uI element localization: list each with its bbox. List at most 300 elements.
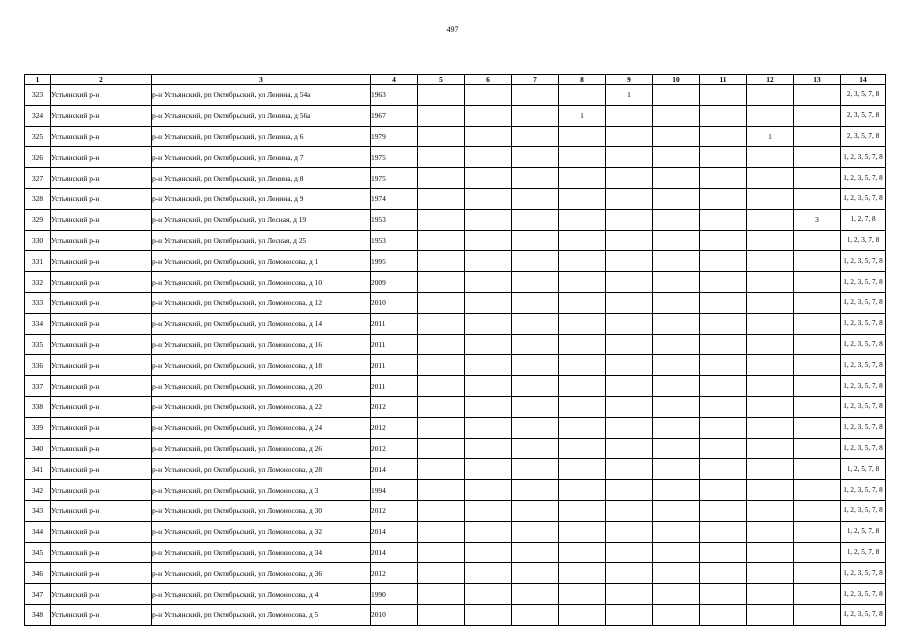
row-number-cell: 340 bbox=[25, 438, 51, 459]
column-9-cell bbox=[606, 272, 653, 293]
column-6-cell bbox=[465, 500, 512, 521]
column-11-cell bbox=[700, 209, 747, 230]
table-row bbox=[25, 376, 886, 397]
table-row bbox=[25, 480, 886, 501]
codes-cell: 1, 2, 3, 5, 7, 8 bbox=[841, 563, 886, 584]
column-9-cell bbox=[606, 396, 653, 417]
column-13-cell bbox=[794, 563, 841, 584]
row-number-cell: 326 bbox=[25, 147, 51, 168]
column-11-cell bbox=[700, 126, 747, 147]
column-5-cell bbox=[418, 126, 465, 147]
table-row bbox=[25, 563, 886, 584]
district-cell: Устьянский р-н bbox=[51, 188, 152, 209]
column-13-cell bbox=[794, 604, 841, 625]
table-row bbox=[25, 105, 886, 126]
address-cell: р-н Устьянский, рп Октябрьский, ул Ломоносова, д 20 bbox=[152, 376, 371, 397]
column-5-cell bbox=[418, 313, 465, 334]
year-cell: 1990 bbox=[371, 584, 418, 605]
column-6-cell bbox=[465, 105, 512, 126]
column-9-cell bbox=[606, 563, 653, 584]
column-9-cell bbox=[606, 292, 653, 313]
codes-cell: 1, 2, 3, 5, 7, 8 bbox=[841, 396, 886, 417]
column-7-cell bbox=[512, 168, 559, 189]
column-5-cell bbox=[418, 251, 465, 272]
column-12-cell bbox=[747, 438, 794, 459]
address-cell: р-н Устьянский, рп Октябрьский, ул Ломоносова, д 22 bbox=[152, 396, 371, 417]
column-6-cell bbox=[465, 292, 512, 313]
column-9-cell bbox=[606, 376, 653, 397]
column-8-cell bbox=[559, 251, 606, 272]
column-12-cell bbox=[747, 272, 794, 293]
table-row bbox=[25, 230, 886, 251]
row-number-cell: 346 bbox=[25, 563, 51, 584]
column-12-cell bbox=[747, 376, 794, 397]
row-number-cell: 342 bbox=[25, 480, 51, 501]
year-cell: 1974 bbox=[371, 188, 418, 209]
column-6-cell bbox=[465, 396, 512, 417]
column-10-cell bbox=[653, 542, 700, 563]
column-8-cell bbox=[559, 396, 606, 417]
row-number-cell: 345 bbox=[25, 542, 51, 563]
codes-cell: 1, 2, 5, 7, 8 bbox=[841, 521, 886, 542]
row-number-cell: 344 bbox=[25, 521, 51, 542]
column-13-cell bbox=[794, 584, 841, 605]
column-10-cell bbox=[653, 334, 700, 355]
row-number-cell: 331 bbox=[25, 251, 51, 272]
table-row bbox=[25, 459, 886, 480]
address-cell: р-н Устьянский, рп Октябрьский, ул Ленина, д 8 bbox=[152, 168, 371, 189]
column-8-cell bbox=[559, 500, 606, 521]
year-cell: 2014 bbox=[371, 459, 418, 480]
column-10-cell bbox=[653, 604, 700, 625]
column-11-cell bbox=[700, 334, 747, 355]
district-cell: Устьянский р-н bbox=[51, 105, 152, 126]
column-11-cell bbox=[700, 480, 747, 501]
codes-cell: 1, 2, 3, 5, 7, 8 bbox=[841, 334, 886, 355]
district-cell: Устьянский р-н bbox=[51, 334, 152, 355]
column-9-cell: 1 bbox=[606, 85, 653, 106]
column-5-cell bbox=[418, 542, 465, 563]
column-5-cell bbox=[418, 85, 465, 106]
column-12-cell bbox=[747, 168, 794, 189]
column-8-cell bbox=[559, 292, 606, 313]
column-6-cell bbox=[465, 85, 512, 106]
column-header: 9 bbox=[606, 75, 653, 85]
column-5-cell bbox=[418, 376, 465, 397]
column-12-cell bbox=[747, 251, 794, 272]
column-12-cell bbox=[747, 542, 794, 563]
codes-cell: 1, 2, 5, 7, 8 bbox=[841, 459, 886, 480]
column-6-cell bbox=[465, 376, 512, 397]
column-7-cell bbox=[512, 438, 559, 459]
column-8-cell bbox=[559, 168, 606, 189]
table-row bbox=[25, 521, 886, 542]
column-8-cell bbox=[559, 147, 606, 168]
column-6-cell bbox=[465, 168, 512, 189]
column-8-cell bbox=[559, 209, 606, 230]
column-10-cell bbox=[653, 230, 700, 251]
year-cell: 2012 bbox=[371, 500, 418, 521]
year-cell: 1979 bbox=[371, 126, 418, 147]
column-9-cell bbox=[606, 188, 653, 209]
column-5-cell bbox=[418, 292, 465, 313]
column-5-cell bbox=[418, 521, 465, 542]
row-number-cell: 339 bbox=[25, 417, 51, 438]
column-11-cell bbox=[700, 604, 747, 625]
column-7-cell bbox=[512, 563, 559, 584]
column-8-cell bbox=[559, 376, 606, 397]
column-header: 3 bbox=[152, 75, 371, 85]
year-cell: 2014 bbox=[371, 521, 418, 542]
district-cell: Устьянский р-н bbox=[51, 85, 152, 106]
column-6-cell bbox=[465, 355, 512, 376]
column-header: 10 bbox=[653, 75, 700, 85]
column-10-cell bbox=[653, 126, 700, 147]
address-cell: р-н Устьянский, рп Октябрьский, ул Ломоносова, д 5 bbox=[152, 604, 371, 625]
year-cell: 2011 bbox=[371, 313, 418, 334]
column-5-cell bbox=[418, 563, 465, 584]
column-6-cell bbox=[465, 563, 512, 584]
district-cell: Устьянский р-н bbox=[51, 563, 152, 584]
column-5-cell bbox=[418, 417, 465, 438]
column-7-cell bbox=[512, 396, 559, 417]
column-13-cell bbox=[794, 105, 841, 126]
column-8-cell bbox=[559, 355, 606, 376]
column-12-cell bbox=[747, 604, 794, 625]
column-header: 13 bbox=[794, 75, 841, 85]
address-cell: р-н Устьянский, рп Октябрьский, ул Ломоносова, д 4 bbox=[152, 584, 371, 605]
column-6-cell bbox=[465, 126, 512, 147]
column-13-cell bbox=[794, 126, 841, 147]
column-9-cell bbox=[606, 105, 653, 126]
row-number-cell: 324 bbox=[25, 105, 51, 126]
year-cell: 1963 bbox=[371, 85, 418, 106]
column-8-cell bbox=[559, 313, 606, 334]
column-10-cell bbox=[653, 563, 700, 584]
column-9-cell bbox=[606, 480, 653, 501]
codes-cell: 1, 2, 3, 5, 7, 8 bbox=[841, 355, 886, 376]
column-6-cell bbox=[465, 313, 512, 334]
column-5-cell bbox=[418, 500, 465, 521]
column-12-cell bbox=[747, 500, 794, 521]
column-7-cell bbox=[512, 147, 559, 168]
row-number-cell: 329 bbox=[25, 209, 51, 230]
codes-cell: 1, 2, 3, 5, 7, 8 bbox=[841, 417, 886, 438]
column-6-cell bbox=[465, 480, 512, 501]
column-11-cell bbox=[700, 188, 747, 209]
column-9-cell bbox=[606, 126, 653, 147]
address-cell: р-н Устьянский, рп Октябрьский, ул Ломоносова, д 16 bbox=[152, 334, 371, 355]
column-7-cell bbox=[512, 584, 559, 605]
column-11-cell bbox=[700, 230, 747, 251]
district-cell: Устьянский р-н bbox=[51, 355, 152, 376]
codes-cell: 1, 2, 3, 5, 7, 8 bbox=[841, 438, 886, 459]
column-12-cell bbox=[747, 563, 794, 584]
row-number-cell: 341 bbox=[25, 459, 51, 480]
column-10-cell bbox=[653, 272, 700, 293]
address-cell: р-н Устьянский, рп Октябрьский, ул Ломоносова, д 14 bbox=[152, 313, 371, 334]
column-8-cell bbox=[559, 188, 606, 209]
column-11-cell bbox=[700, 584, 747, 605]
codes-cell: 1, 2, 3, 5, 7, 8 bbox=[841, 604, 886, 625]
column-12-cell bbox=[747, 188, 794, 209]
district-cell: Устьянский р-н bbox=[51, 542, 152, 563]
column-9-cell bbox=[606, 604, 653, 625]
column-8-cell bbox=[559, 126, 606, 147]
column-5-cell bbox=[418, 105, 465, 126]
column-12-cell bbox=[747, 230, 794, 251]
address-cell: р-н Устьянский, рп Октябрьский, ул Ленина, д 54а bbox=[152, 85, 371, 106]
column-10-cell bbox=[653, 147, 700, 168]
table-row bbox=[25, 334, 886, 355]
table-row bbox=[25, 126, 886, 147]
address-cell: р-н Устьянский, рп Октябрьский, ул Ленина, д 9 bbox=[152, 188, 371, 209]
column-10-cell bbox=[653, 313, 700, 334]
column-5-cell bbox=[418, 604, 465, 625]
table-row bbox=[25, 85, 886, 106]
row-number-cell: 336 bbox=[25, 355, 51, 376]
column-12-cell bbox=[747, 459, 794, 480]
table-row bbox=[25, 272, 886, 293]
column-header: 8 bbox=[559, 75, 606, 85]
column-7-cell bbox=[512, 334, 559, 355]
column-6-cell bbox=[465, 272, 512, 293]
address-cell: р-н Устьянский, рп Октябрьский, ул Лесная, д 19 bbox=[152, 209, 371, 230]
district-cell: Устьянский р-н bbox=[51, 417, 152, 438]
column-7-cell bbox=[512, 459, 559, 480]
table-row bbox=[25, 313, 886, 334]
column-6-cell bbox=[465, 438, 512, 459]
year-cell: 2014 bbox=[371, 542, 418, 563]
column-12-cell bbox=[747, 584, 794, 605]
column-11-cell bbox=[700, 438, 747, 459]
address-cell: р-н Устьянский, рп Октябрьский, ул Ломоносова, д 36 bbox=[152, 563, 371, 584]
district-cell: Устьянский р-н bbox=[51, 272, 152, 293]
column-12-cell bbox=[747, 85, 794, 106]
column-6-cell bbox=[465, 230, 512, 251]
year-cell: 1975 bbox=[371, 168, 418, 189]
district-cell: Устьянский р-н bbox=[51, 251, 152, 272]
codes-cell: 1, 2, 3, 5, 7, 8 bbox=[841, 480, 886, 501]
codes-cell: 1, 2, 3, 5, 7, 8 bbox=[841, 313, 886, 334]
column-11-cell bbox=[700, 292, 747, 313]
codes-cell: 2, 3, 5, 7, 8 bbox=[841, 126, 886, 147]
table-row bbox=[25, 251, 886, 272]
column-8-cell bbox=[559, 584, 606, 605]
column-9-cell bbox=[606, 355, 653, 376]
column-10-cell bbox=[653, 417, 700, 438]
page-number: 497 bbox=[446, 25, 459, 34]
column-6-cell bbox=[465, 251, 512, 272]
column-5-cell bbox=[418, 188, 465, 209]
column-7-cell bbox=[512, 417, 559, 438]
column-13-cell bbox=[794, 168, 841, 189]
district-cell: Устьянский р-н bbox=[51, 147, 152, 168]
table-row bbox=[25, 188, 886, 209]
year-cell: 1967 bbox=[371, 105, 418, 126]
district-cell: Устьянский р-н bbox=[51, 292, 152, 313]
table-row bbox=[25, 584, 886, 605]
column-10-cell bbox=[653, 292, 700, 313]
column-12-cell bbox=[747, 105, 794, 126]
column-9-cell bbox=[606, 417, 653, 438]
column-6-cell bbox=[465, 209, 512, 230]
codes-cell: 1, 2, 3, 5, 7, 8 bbox=[841, 584, 886, 605]
column-11-cell bbox=[700, 521, 747, 542]
column-5-cell bbox=[418, 209, 465, 230]
column-13-cell bbox=[794, 230, 841, 251]
column-12-cell bbox=[747, 334, 794, 355]
year-cell: 2012 bbox=[371, 417, 418, 438]
row-number-cell: 338 bbox=[25, 396, 51, 417]
district-cell: Устьянский р-н bbox=[51, 313, 152, 334]
column-5-cell bbox=[418, 272, 465, 293]
year-cell: 2010 bbox=[371, 604, 418, 625]
column-10-cell bbox=[653, 209, 700, 230]
column-10-cell bbox=[653, 85, 700, 106]
column-9-cell bbox=[606, 500, 653, 521]
column-7-cell bbox=[512, 376, 559, 397]
column-5-cell bbox=[418, 334, 465, 355]
column-13-cell bbox=[794, 376, 841, 397]
header-row bbox=[25, 75, 886, 85]
table-row bbox=[25, 417, 886, 438]
table-row bbox=[25, 209, 886, 230]
address-cell: р-н Устьянский, рп Октябрьский, ул Ломоносова, д 18 bbox=[152, 355, 371, 376]
column-9-cell bbox=[606, 438, 653, 459]
address-cell: р-н Устьянский, рп Октябрьский, ул Лесная, д 25 bbox=[152, 230, 371, 251]
column-9-cell bbox=[606, 209, 653, 230]
column-12-cell bbox=[747, 417, 794, 438]
row-number-cell: 323 bbox=[25, 85, 51, 106]
column-7-cell bbox=[512, 604, 559, 625]
column-11-cell bbox=[700, 147, 747, 168]
table-row bbox=[25, 292, 886, 313]
column-12-cell bbox=[747, 355, 794, 376]
address-cell: р-н Устьянский, рп Октябрьский, ул Ленина, д 56а bbox=[152, 105, 371, 126]
column-12-cell: 1 bbox=[747, 126, 794, 147]
column-5-cell bbox=[418, 396, 465, 417]
column-12-cell bbox=[747, 292, 794, 313]
column-13-cell bbox=[794, 85, 841, 106]
column-10-cell bbox=[653, 438, 700, 459]
column-10-cell bbox=[653, 480, 700, 501]
column-11-cell bbox=[700, 272, 747, 293]
column-7-cell bbox=[512, 105, 559, 126]
district-cell: Устьянский р-н bbox=[51, 459, 152, 480]
column-11-cell bbox=[700, 313, 747, 334]
address-cell: р-н Устьянский, рп Октябрьский, ул Ломоносова, д 34 bbox=[152, 542, 371, 563]
column-5-cell bbox=[418, 147, 465, 168]
column-5-cell bbox=[418, 459, 465, 480]
column-5-cell bbox=[418, 480, 465, 501]
column-13-cell bbox=[794, 396, 841, 417]
column-13-cell bbox=[794, 438, 841, 459]
column-11-cell bbox=[700, 396, 747, 417]
column-9-cell bbox=[606, 313, 653, 334]
year-cell: 2012 bbox=[371, 396, 418, 417]
address-cell: р-н Устьянский, рп Октябрьский, ул Ломоносова, д 24 bbox=[152, 417, 371, 438]
column-6-cell bbox=[465, 521, 512, 542]
column-6-cell bbox=[465, 604, 512, 625]
codes-cell: 1, 2, 3, 5, 7, 8 bbox=[841, 292, 886, 313]
column-header: 7 bbox=[512, 75, 559, 85]
district-cell: Устьянский р-н bbox=[51, 126, 152, 147]
column-8-cell bbox=[559, 417, 606, 438]
codes-cell: 1, 2, 3, 7, 8 bbox=[841, 230, 886, 251]
column-7-cell bbox=[512, 85, 559, 106]
column-7-cell bbox=[512, 272, 559, 293]
column-9-cell bbox=[606, 521, 653, 542]
column-6-cell bbox=[465, 542, 512, 563]
column-10-cell bbox=[653, 396, 700, 417]
row-number-cell: 335 bbox=[25, 334, 51, 355]
row-number-cell: 327 bbox=[25, 168, 51, 189]
column-10-cell bbox=[653, 521, 700, 542]
column-9-cell bbox=[606, 459, 653, 480]
column-8-cell bbox=[559, 438, 606, 459]
address-cell: р-н Устьянский, рп Октябрьский, ул Ломоносова, д 3 bbox=[152, 480, 371, 501]
column-7-cell bbox=[512, 313, 559, 334]
column-13-cell bbox=[794, 500, 841, 521]
column-5-cell bbox=[418, 168, 465, 189]
column-header: 1 bbox=[25, 75, 51, 85]
column-7-cell bbox=[512, 251, 559, 272]
year-cell: 2012 bbox=[371, 563, 418, 584]
codes-cell: 1, 2, 3, 5, 7, 8 bbox=[841, 188, 886, 209]
address-cell: р-н Устьянский, рп Октябрьский, ул Ломоносова, д 32 bbox=[152, 521, 371, 542]
column-8-cell: 1 bbox=[559, 105, 606, 126]
district-cell: Устьянский р-н bbox=[51, 604, 152, 625]
year-cell: 1953 bbox=[371, 209, 418, 230]
codes-cell: 1, 2, 3, 5, 7, 8 bbox=[841, 272, 886, 293]
district-cell: Устьянский р-н bbox=[51, 500, 152, 521]
column-10-cell bbox=[653, 584, 700, 605]
column-header: 6 bbox=[465, 75, 512, 85]
year-cell: 1995 bbox=[371, 251, 418, 272]
column-header: 2 bbox=[51, 75, 152, 85]
column-8-cell bbox=[559, 480, 606, 501]
column-13-cell bbox=[794, 334, 841, 355]
column-13-cell bbox=[794, 147, 841, 168]
address-cell: р-н Устьянский, рп Октябрьский, ул Ломоносова, д 26 bbox=[152, 438, 371, 459]
column-13-cell bbox=[794, 480, 841, 501]
year-cell: 2011 bbox=[371, 334, 418, 355]
column-12-cell bbox=[747, 313, 794, 334]
district-cell: Устьянский р-н bbox=[51, 584, 152, 605]
column-12-cell bbox=[747, 521, 794, 542]
column-9-cell bbox=[606, 542, 653, 563]
district-cell: Устьянский р-н bbox=[51, 209, 152, 230]
year-cell: 2011 bbox=[371, 376, 418, 397]
column-10-cell bbox=[653, 376, 700, 397]
column-11-cell bbox=[700, 105, 747, 126]
table-row bbox=[25, 168, 886, 189]
row-number-cell: 330 bbox=[25, 230, 51, 251]
table-row bbox=[25, 396, 886, 417]
year-cell: 2010 bbox=[371, 292, 418, 313]
column-11-cell bbox=[700, 563, 747, 584]
row-number-cell: 347 bbox=[25, 584, 51, 605]
year-cell: 1953 bbox=[371, 230, 418, 251]
address-cell: р-н Устьянский, рп Октябрьский, ул Ломоносова, д 1 bbox=[152, 251, 371, 272]
column-13-cell bbox=[794, 459, 841, 480]
column-9-cell bbox=[606, 230, 653, 251]
table-row bbox=[25, 147, 886, 168]
codes-cell: 1, 2, 3, 5, 7, 8 bbox=[841, 500, 886, 521]
year-cell: 1994 bbox=[371, 480, 418, 501]
column-11-cell bbox=[700, 85, 747, 106]
